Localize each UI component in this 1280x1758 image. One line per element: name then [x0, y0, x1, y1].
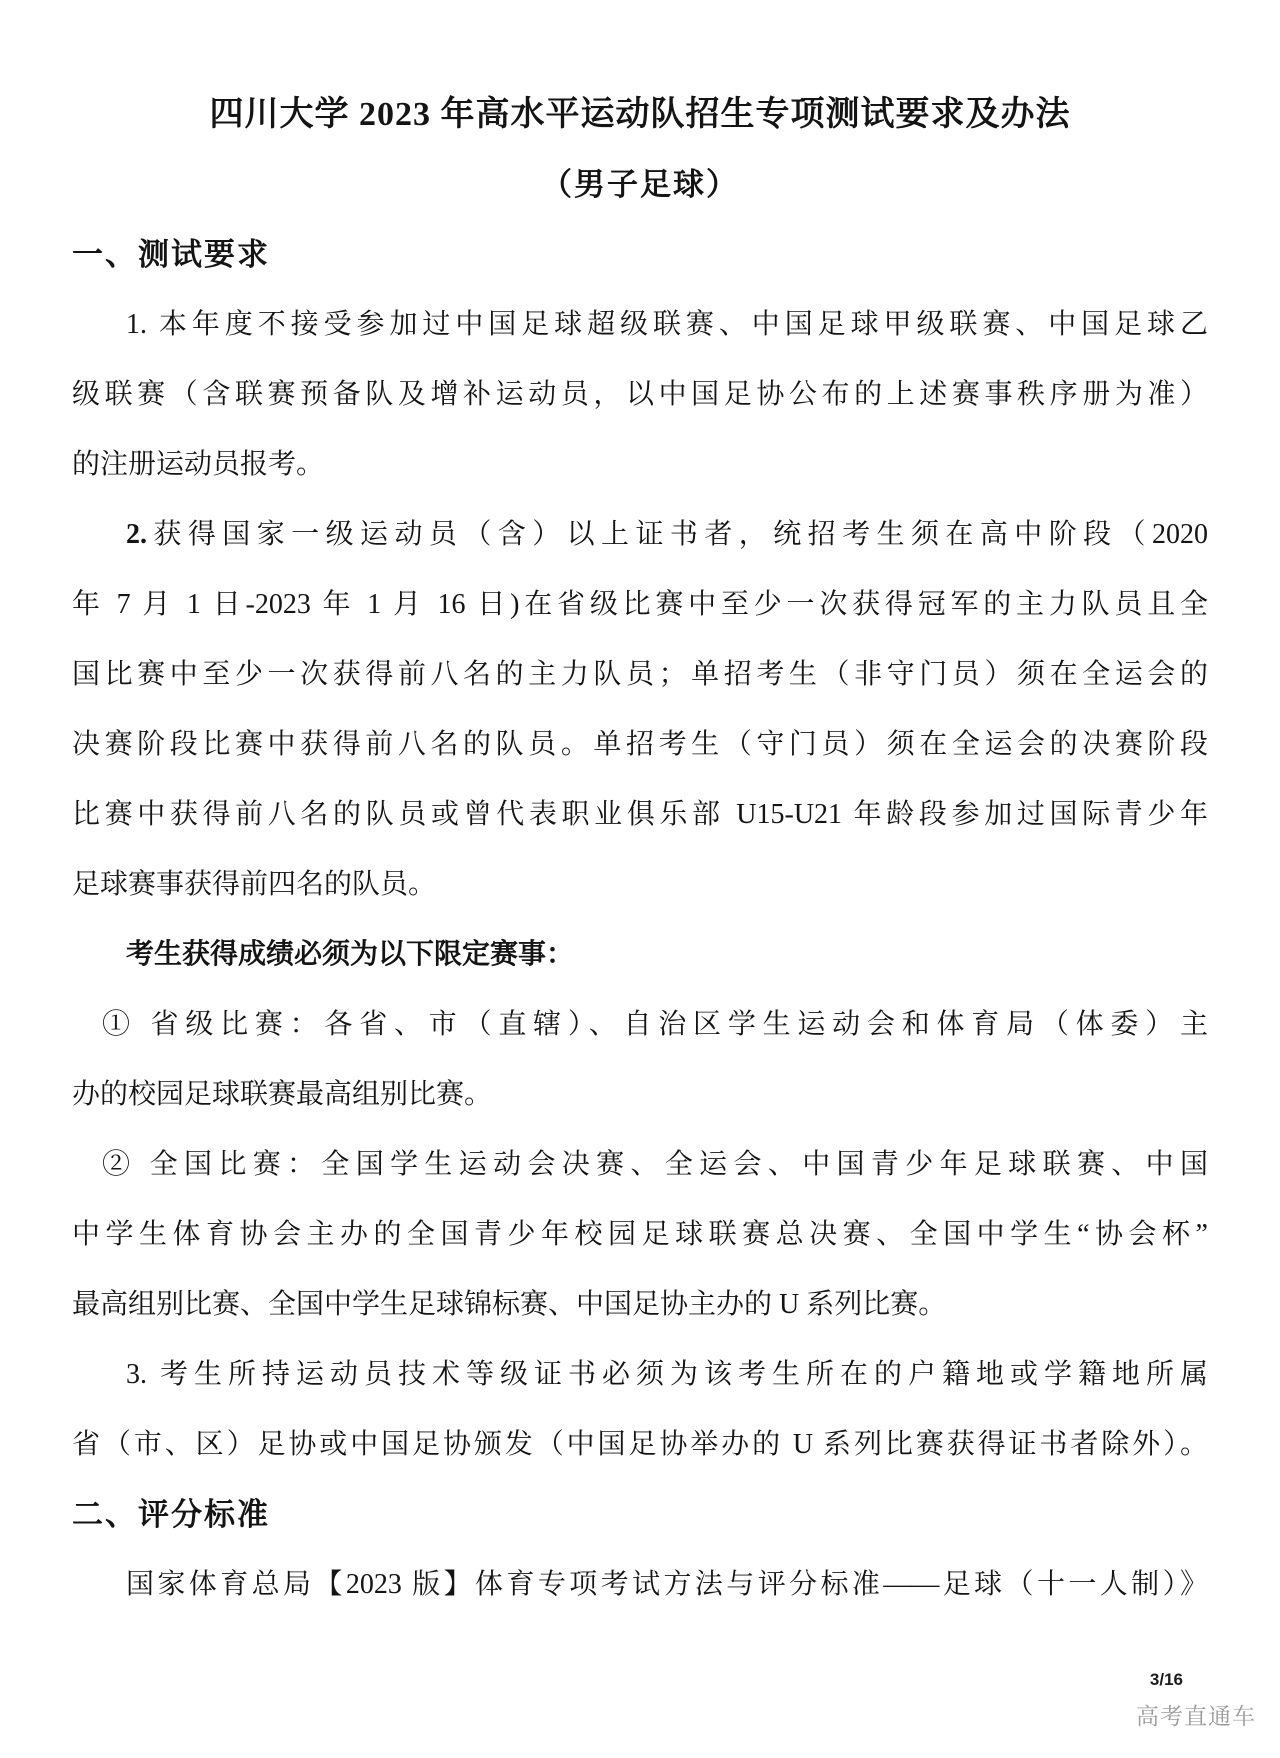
item-2-national-line-2: 中学生体育协会主办的全国青少年校园足球联赛总决赛、全国中学生“协会杯” — [72, 1219, 1208, 1250]
paragraph-2-line-1 — [72, 500, 1208, 570]
paragraph-2-line-2: 年 7 月 1 日-2023 年 1 月 16 日)在省级比赛中至少一次获得冠军的主力队员且全 — [72, 589, 1208, 620]
paragraph-1-line-1: 1. 本年度不接受参加过中国足球超级联赛、中国足球甲级联赛、中国足球乙 — [126, 309, 1208, 340]
item-1-provincial-line-1: ① 省级比赛：各省、市（直辖）、自治区学生运动会和体育局（体委）主 — [102, 1009, 1208, 1040]
emphasis-line-restricted-events: 考生获得成绩必须为以下限定赛事： — [126, 939, 575, 970]
paragraph-1-line-3: 的注册运动员报考。 — [72, 449, 325, 480]
document-body — [72, 80, 1208, 1620]
page-number: 3/16 — [1149, 1670, 1183, 1689]
paragraph-4-line-1: 国家体育总局【2023 版】体育专项考试方法与评分标准——足球（十一人制）》 — [126, 1569, 1208, 1600]
paragraph-2-line-4: 决赛阶段比赛中获得前八名的队员。单招考生（守门员）须在全运会的决赛阶段 — [72, 729, 1208, 760]
item-1-provincial-line-2: 办的校园足球联赛最高组别比赛。 — [72, 1079, 493, 1110]
paragraph-3-line-1: 3. 考生所持运动员技术等级证书必须为该考生所在的户籍地或学籍地所属 — [126, 1359, 1208, 1390]
paragraph-1-line-2: 级联赛（含联赛预备队及增补运动员，以中国足协公布的上述赛事秩序册为准） — [72, 379, 1208, 410]
page-subtitle: （男子足球） — [541, 167, 739, 202]
paragraph-2-line-1-text: 获得国家一级运动员（含）以上证书者，统招考生须在高中阶段（2020 — [147, 519, 1208, 550]
paragraph-2-line-3: 国比赛中至少一次获得前八名的主力队员；单招考生（非守门员）须在全运会的 — [72, 659, 1208, 690]
page-title: 四川大学 2023 年高水平运动队招生专项测试要求及办法 — [209, 96, 1071, 133]
paragraph-2-line-6: 足球赛事获得前四名的队员。 — [72, 869, 437, 900]
section-heading-test-requirements: 一、测试要求 — [72, 237, 270, 272]
watermark-text: 高考直通车 — [1136, 1703, 1256, 1729]
item-2-national-line-3: 最高组别比赛、全国中学生足球锦标赛、中国足协主办的 U 系列比赛。 — [72, 1289, 947, 1320]
section-heading-scoring-standard: 二、评分标准 — [72, 1497, 270, 1532]
paragraph-3-line-2: 省（市、区）足协或中国足协颁发（中国足协举办的 U 系列比赛获得证书者除外）。 — [72, 1429, 1208, 1460]
paragraph-2-number: 2. — [126, 519, 147, 550]
item-2-national-line-1: ② 全国比赛：全国学生运动会决赛、全运会、中国青少年足球联赛、中国 — [102, 1149, 1208, 1180]
paragraph-2-line-5: 比赛中获得前八名的队员或曾代表职业俱乐部 U15-U21 年龄段参加过国际青少年 — [72, 799, 1208, 830]
